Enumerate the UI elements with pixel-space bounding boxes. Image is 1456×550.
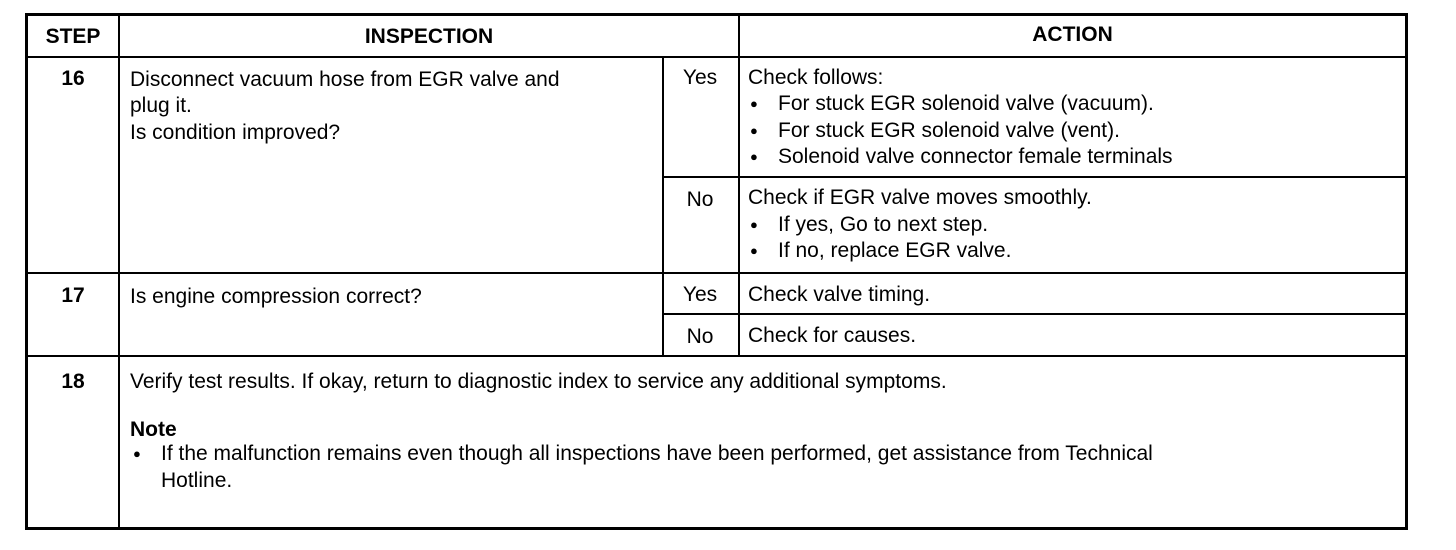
action-16-yes-bullet-3: ● Solenoid valve connector female terminals [778, 144, 1173, 170]
header-step: STEP [45, 25, 101, 48]
inspection-16-line1: Disconnect vacuum hose from EGR valve and [130, 68, 560, 91]
answer-16-no: No [686, 188, 714, 211]
note-bullet-line2: Hotline. [161, 469, 233, 492]
action-16-yes-bullet-1: ● For stuck EGR solenoid valve (vacuum). [778, 91, 1154, 117]
step-number-16: 16 [61, 67, 85, 90]
row16-bottom [28, 272, 1405, 274]
action-16-yes-bullet-2: ● For stuck EGR solenoid valve (vent). [778, 118, 1120, 144]
answer-16-yes: Yes [682, 66, 718, 89]
header-inspection: INSPECTION [364, 25, 494, 48]
col-divider-action [738, 16, 740, 355]
row16-split [662, 176, 1405, 178]
answer-17-no: No [686, 325, 714, 348]
row17-split [662, 313, 1405, 315]
note-heading: Note [130, 418, 177, 441]
inspection-16-line2: plug it. [130, 94, 192, 117]
header-action: ACTION [1032, 23, 1113, 46]
step-number-18: 18 [61, 370, 85, 393]
action-16-no-bullet-2: ● If no, replace EGR valve. [778, 238, 1011, 264]
action-16-no-lead: Check if EGR valve moves smoothly. [748, 186, 1092, 209]
step-number-17: 17 [61, 284, 85, 307]
diagnostic-table [25, 13, 1408, 530]
header-underline [28, 56, 1405, 58]
action-16-no-bullet-1: ● If yes, Go to next step. [778, 212, 988, 238]
answer-17-yes: Yes [682, 283, 718, 306]
action-16-yes-lead: Check follows: [748, 66, 884, 89]
inspection-16-line3: Is condition improved? [130, 121, 341, 144]
inspection-17: Is engine compression correct? [130, 285, 422, 308]
row17-bottom [28, 355, 1405, 357]
action-17-no: Check for causes. [748, 324, 917, 347]
note-bullet-line1: ● If the malfunction remains even though all inspections have been performed, get assistance from Technical [161, 441, 1153, 467]
step-18-text: Verify test results. If okay, return to diagnostic index to service any additional symptoms. [130, 370, 947, 393]
action-17-yes: Check valve timing. [748, 283, 931, 306]
